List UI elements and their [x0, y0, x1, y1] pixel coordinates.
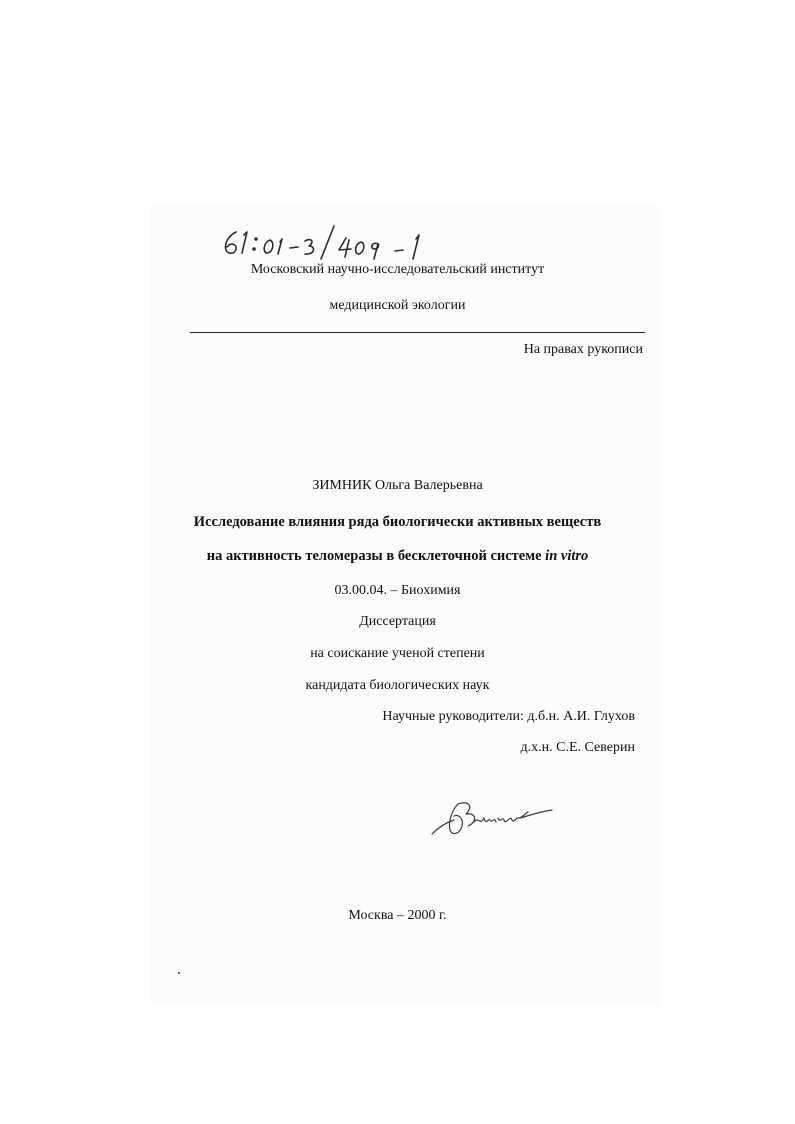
institute-line-2: медицинской экологии — [329, 298, 466, 313]
author-name: ЗИМНИК Ольга Валерьевна — [312, 478, 483, 493]
supervisors-line-2: д.х.н. С.Е. Северин — [520, 740, 635, 755]
handwritten-catalog-number — [218, 222, 458, 262]
scan-speck — [178, 972, 180, 974]
supervisors-line-1: Научные руководители: д.б.н. А.И. Глухов — [382, 709, 635, 724]
institute-line-1: Московский научно-исследовательский институт — [250, 262, 545, 277]
place-and-year: Москва – 2000 г. — [348, 908, 447, 923]
manuscript-note: На правах рукописи — [523, 342, 643, 357]
degree-line-2: кандидата биологических наук — [305, 678, 490, 693]
title-in-vitro: in vitro — [545, 548, 589, 564]
title-line-2-main: на активность теломеразы в бесклеточной системе — [206, 548, 546, 564]
specialty-code: 03.00.04. – Биохимия — [334, 583, 461, 598]
degree-line-1: на соискание ученой степени — [310, 646, 485, 661]
author-signature — [428, 796, 558, 841]
dissertation-title-line-1: Исследование влияния ряда биологически активных веществ — [193, 514, 602, 530]
header-divider — [190, 332, 645, 333]
scan-background — [150, 205, 660, 1005]
work-type: Диссертация — [359, 614, 436, 629]
dissertation-title-line-2 — [0, 548, 795, 564]
